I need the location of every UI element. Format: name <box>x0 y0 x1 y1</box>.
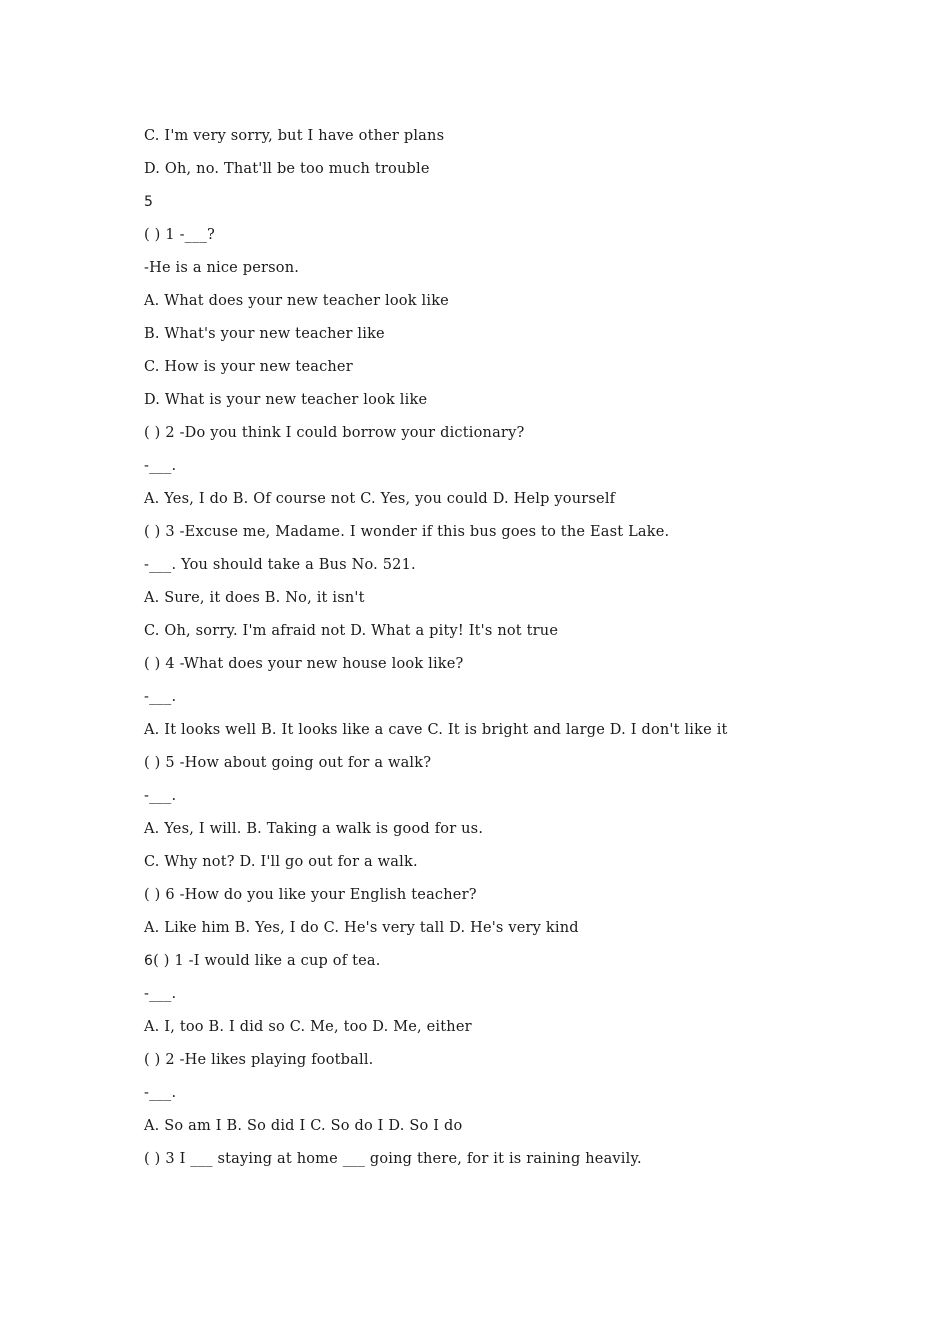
section-number: 6 <box>144 953 154 969</box>
option-line: D. What is your new teacher look like <box>144 392 428 408</box>
option-line: C. I'm very sorry, but I have other plans <box>144 128 445 144</box>
answer-line: -___. You should take a Bus No. 521. <box>144 557 416 573</box>
question-text: ( ) 1 -I would like a cup of tea. <box>153 953 381 969</box>
option-line: C. Why not? D. I'll go out for a walk. <box>144 854 418 870</box>
question-line: ( ) 2 -Do you think I could borrow your dictionary? <box>144 425 525 441</box>
section-number: 5 <box>144 194 154 210</box>
question-line: ( ) 5 -How about going out for a walk? <box>144 755 432 771</box>
option-line: A. I, too B. I did so C. Me, too D. Me, either <box>144 1019 472 1035</box>
question-line: ( ) 1 -___? <box>144 227 215 243</box>
question-line <box>144 949 804 974</box>
answer-line: -___. <box>144 689 177 705</box>
option-line: A. It looks well B. It looks like a cave C. It is bright and large D. I don't like it <box>144 722 728 738</box>
option-line: C. How is your new teacher <box>144 359 353 375</box>
option-line: C. Oh, sorry. I'm afraid not D. What a pity! It's not true <box>144 623 559 639</box>
question-line: ( ) 6 -How do you like your English teacher? <box>144 887 477 903</box>
option-line: A. Yes, I do B. Of course not C. Yes, you could D. Help yourself <box>144 491 616 507</box>
option-line: D. Oh, no. That'll be too much trouble <box>144 161 430 177</box>
question-line: ( ) 3 I ___ staying at home ___ going there, for it is raining heavily. <box>144 1151 642 1167</box>
option-line: B. What's your new teacher like <box>144 326 385 342</box>
answer-line: -___. <box>144 1085 177 1101</box>
answer-line: -He is a nice person. <box>144 260 300 276</box>
question-line: ( ) 3 -Excuse me, Madame. I wonder if this bus goes to the East Lake. <box>144 524 670 540</box>
option-line: A. Yes, I will. B. Taking a walk is good for us. <box>144 821 484 837</box>
answer-line: -___. <box>144 986 177 1002</box>
option-line: A. Sure, it does B. No, it isn't <box>144 590 365 606</box>
answer-line: -___. <box>144 458 177 474</box>
question-list <box>144 124 804 1180</box>
option-line: A. Like him B. Yes, I do C. He's very tall D. He's very kind <box>144 920 579 936</box>
answer-line: -___. <box>144 788 177 804</box>
option-line: A. So am I B. So did I C. So do I D. So I do <box>144 1118 463 1134</box>
question-line: ( ) 4 -What does your new house look like? <box>144 656 464 672</box>
option-line: A. What does your new teacher look like <box>144 293 449 309</box>
question-line: ( ) 2 -He likes playing football. <box>144 1052 374 1068</box>
